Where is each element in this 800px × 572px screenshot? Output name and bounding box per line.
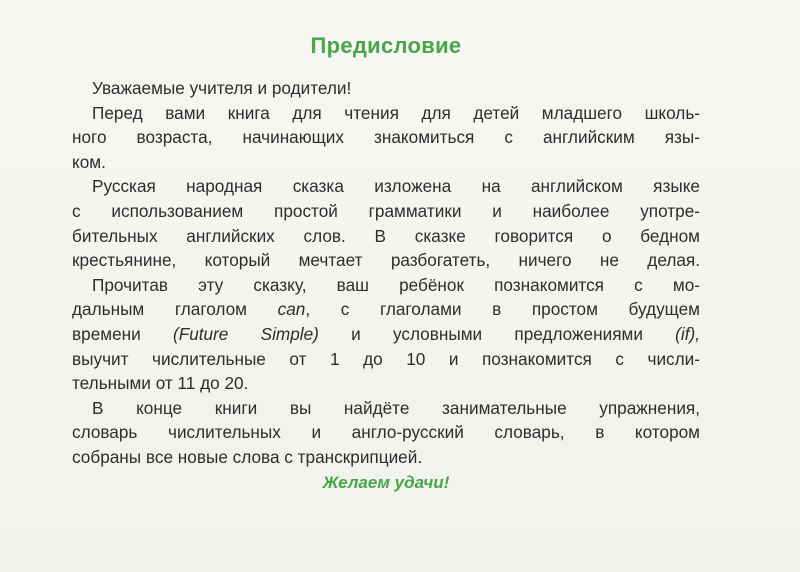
italic-term: (if), bbox=[675, 323, 700, 344]
text-line: ного возраста, начинающих знакомиться с английским язы- bbox=[72, 127, 700, 148]
text-line: Русская народная сказка изложена на английском языке bbox=[92, 176, 700, 197]
preface-body bbox=[72, 76, 700, 470]
text-line: собраны все новые слова с транскрипцией. bbox=[72, 446, 423, 467]
text-line: Прочитав эту сказку, ваш ребёнок познакомится с мо- bbox=[92, 274, 700, 295]
text-fragment: и условными предложениями bbox=[351, 323, 643, 344]
text-line bbox=[72, 322, 700, 347]
text-line: с использованием простой грамматики и наиболее употре- bbox=[72, 200, 700, 221]
text-line: словарь числительных и англо-русский словарь, в котором bbox=[72, 422, 700, 443]
closing-wish: Желаем удачи! bbox=[322, 473, 450, 492]
page-title: Предисловие bbox=[310, 33, 462, 58]
text-line bbox=[72, 297, 700, 322]
italic-term: (Future Simple) bbox=[172, 323, 319, 344]
text-fragment: дальным глаголом bbox=[72, 299, 247, 320]
text-line: крестьянине, который мечтает разбогатеть, ничего не делая. bbox=[72, 250, 700, 271]
italic-term: can bbox=[277, 299, 306, 320]
greeting-line: Уважаемые учителя и родители! bbox=[92, 78, 352, 98]
text-line: Перед вами книга для чтения для детей младшего школь- bbox=[92, 102, 700, 123]
text-line: В конце книги вы найдёте занимательные упражнения, bbox=[92, 397, 700, 418]
text-line: тельными от 11 до 20. bbox=[72, 373, 249, 394]
text-line: выучит числительные от 1 до 10 и познакомится с числи- bbox=[72, 348, 700, 369]
text-fragment: , с глаголами в простом будущем bbox=[305, 299, 700, 320]
text-line: ком. bbox=[72, 151, 106, 172]
text-fragment: времени bbox=[72, 323, 141, 344]
text-line: бительных английских слов. В сказке говорится о бедном bbox=[72, 225, 700, 246]
